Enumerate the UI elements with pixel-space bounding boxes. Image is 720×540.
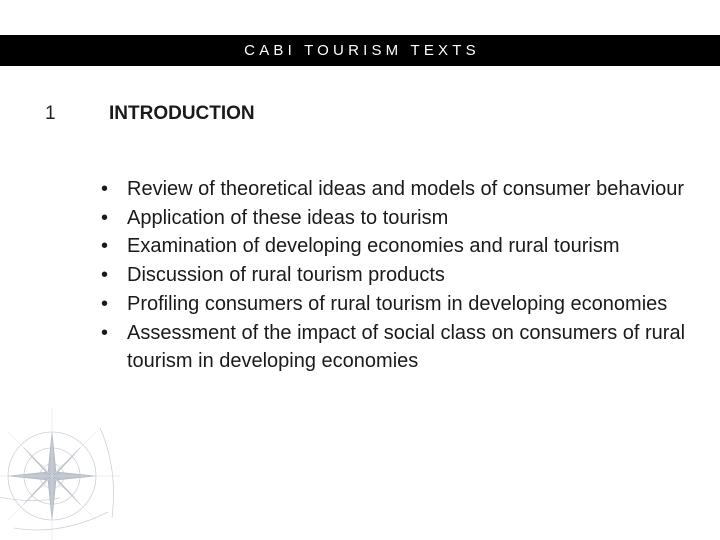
bullet-text: Review of theoretical ideas and models of consumer behaviour: [127, 178, 684, 200]
bullet-item: [101, 204, 701, 233]
bullet-item: [101, 232, 701, 261]
bullet-text: Application of these ideas to tourism: [127, 206, 449, 229]
section-heading: INTRODUCTION: [109, 103, 255, 124]
header-bar: [0, 35, 720, 66]
bullet-marker: •: [101, 264, 109, 287]
bullet-marker: •: [101, 235, 109, 258]
bullet-list: [101, 175, 701, 376]
bullet-item: [101, 319, 701, 376]
chapter-number: 1: [45, 103, 56, 124]
bullet-text: Examination of developing economies and rural tourism: [127, 235, 620, 258]
bullet-item: [101, 175, 701, 204]
bullet-item: [101, 261, 701, 290]
bullet-marker: •: [101, 321, 109, 344]
bullet-text: Assessment of the impact of social class on consumers of rural tourism in developing economies: [127, 321, 686, 373]
bullet-text: Discussion of rural tourism products: [127, 264, 445, 287]
bullet-text: Profiling consumers of rural tourism in developing economies: [127, 292, 668, 315]
compass-rose-icon: [0, 408, 130, 540]
bullet-marker: •: [101, 178, 109, 200]
bullet-marker: •: [101, 292, 109, 315]
bullet-marker: •: [101, 206, 109, 229]
header-title: CABI TOURISM TEXTS: [244, 42, 480, 59]
bullet-item: [101, 290, 701, 319]
